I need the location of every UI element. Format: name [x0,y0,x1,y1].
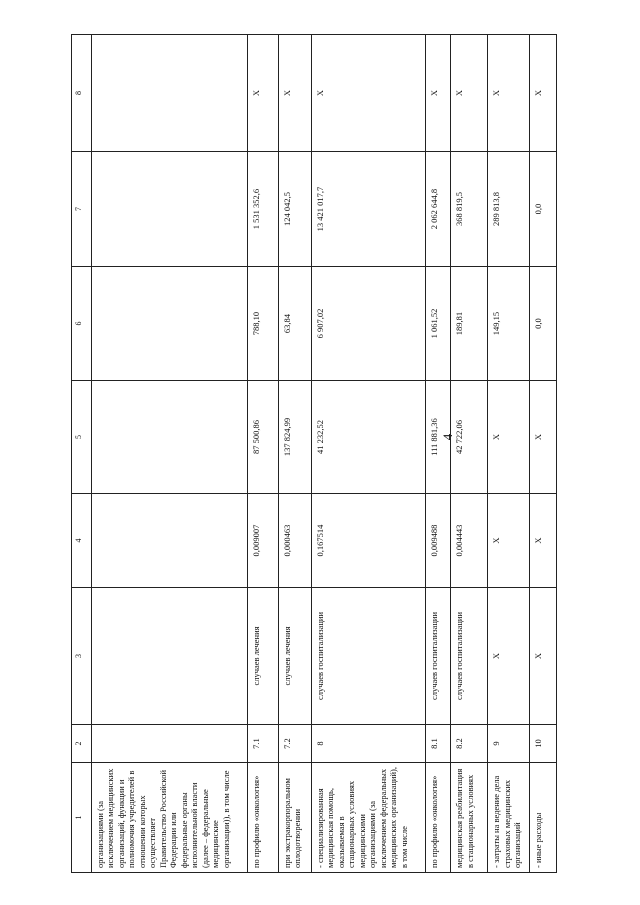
per-capita-cell: 189,81 [451,267,488,381]
norm-cell: X [488,494,530,588]
unit-cell: случаев госпитализации [311,588,425,725]
per-capita-cell: 6 907,02 [311,267,425,381]
header-cell: 7 [72,152,92,267]
cost-cell: 42 722,06 [451,381,488,494]
norm-cell [91,494,247,588]
row-code: 10 [529,725,556,763]
row-code: 7.1 [247,725,278,763]
row-code: 7.2 [278,725,311,763]
per-capita-cell [91,267,247,381]
unit-cell: X [488,588,530,725]
header-cell: 3 [72,588,92,725]
table-row [278,35,311,873]
data-table [71,34,557,873]
header-cell: 6 [72,267,92,381]
col8-cell [91,35,247,152]
norm-cell: 0,000463 [278,494,311,588]
cost-cell [91,381,247,494]
cost-cell: 137 824,99 [278,381,311,494]
cost-cell: X [488,381,530,494]
unit-cell [91,588,247,725]
unit-cell: случаев госпитализации [426,588,451,725]
per-capita-cell: 0,0 [529,267,556,381]
row-code: 8.1 [426,725,451,763]
per-capita-cell: 788,10 [247,267,278,381]
unit-cell: X [529,588,556,725]
cost-cell: 111 881,36 [426,381,451,494]
total-cell: 13 421 017,7 [311,152,425,267]
cost-cell: 41 232,52 [311,381,425,494]
per-capita-cell: 149,15 [488,267,530,381]
cost-cell: 87 500,86 [247,381,278,494]
total-cell: 124 042,5 [278,152,311,267]
table-row [451,35,488,873]
row-label: - специализированная медицинская помощь, оказываемая в стационарных условиях медицинскими организациями (за исключением федеральных медицинских организаций), в том числе [311,763,425,873]
total-cell: 289 813,8 [488,152,530,267]
rotated-table-container [71,35,557,873]
header-cell: 8 [72,35,92,152]
header-cell: 2 [72,725,92,763]
row-code [91,725,247,763]
col8-cell: X [529,35,556,152]
total-cell [91,152,247,267]
row-label: по профилю «онкология» [426,763,451,873]
total-cell: 2 062 644,8 [426,152,451,267]
norm-cell: 0,167514 [311,494,425,588]
unit-cell: случаев лечения [278,588,311,725]
unit-cell: случаев лечения [247,588,278,725]
norm-cell: 0,009007 [247,494,278,588]
col8-cell: X [488,35,530,152]
row-label: - иные расходы [529,763,556,873]
row-label: по профилю «онкология» [247,763,278,873]
norm-cell: X [529,494,556,588]
col8-cell: X [278,35,311,152]
table-row [311,35,425,873]
table-row [488,35,530,873]
per-capita-cell: 1 061,52 [426,267,451,381]
table-row [426,35,451,873]
norm-cell: 0,004443 [451,494,488,588]
cost-cell: X [529,381,556,494]
row-code: 8.2 [451,725,488,763]
total-cell: 1 531 352,6 [247,152,278,267]
row-code: 8 [311,725,425,763]
col8-cell: X [247,35,278,152]
row-label: медицинская реабилитация в стационарных условиях [451,763,488,873]
row-code: 9 [488,725,530,763]
col8-cell: X [311,35,425,152]
table-row [91,35,247,873]
per-capita-cell: 63,84 [278,267,311,381]
table-row [529,35,556,873]
total-cell: 368 819,5 [451,152,488,267]
unit-cell: случаев госпитализации [451,588,488,725]
row-label: при экстракорпоральном оплодотворении [278,763,311,873]
row-label: организациями (за исключением медицинских организаций, функции и полномочия учредителей в отношении которых осуществляет Правительство Российской Федерации или федеральные органы исполнительной власти (далее – федеральные медицинские организации)), в том числе [91,763,247,873]
header-cell: 5 [72,381,92,494]
total-cell: 0,0 [529,152,556,267]
norm-cell: 0,009488 [426,494,451,588]
col8-cell: X [426,35,451,152]
col8-cell: X [451,35,488,152]
header-row [72,35,92,873]
row-label: - затраты на ведение дела страховых медицинских организаций [488,763,530,873]
page-number: 4 [440,433,455,441]
header-cell: 4 [72,494,92,588]
table-row [247,35,278,873]
header-cell: 1 [72,763,92,873]
